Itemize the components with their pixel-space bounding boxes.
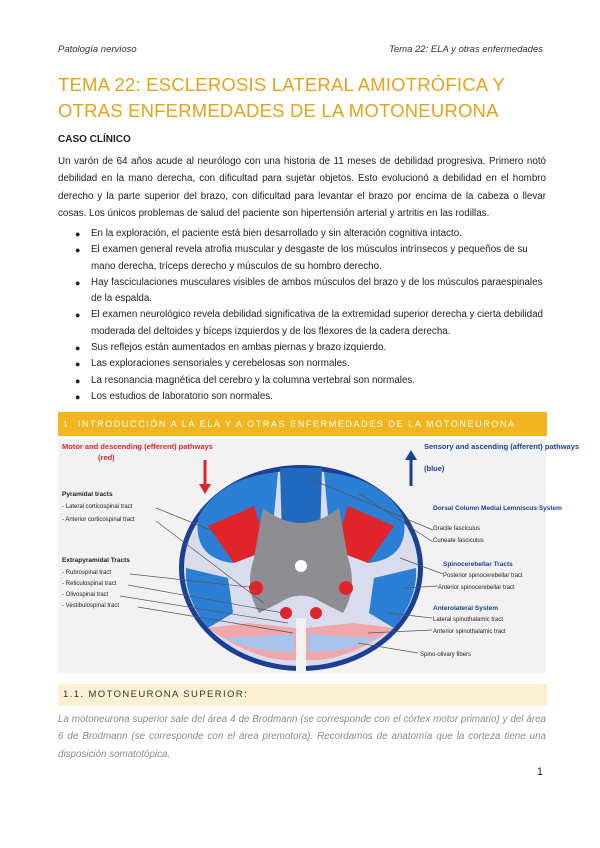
page-number: 1 xyxy=(536,766,543,778)
extrapyramidal-item: - Rubrospinal tract xyxy=(62,570,112,576)
pyramidal-item: - Anterior corticospinal tract xyxy=(62,517,135,523)
motor-pathways-red: (red) xyxy=(98,453,115,462)
spinocerebellar-item: Anterior spinocerebellar tract xyxy=(438,585,515,591)
motor-pathways-title: Motor and descending (efferent) pathways xyxy=(62,442,213,451)
dorsal-column-item: Cuneate fasciculus xyxy=(433,538,484,544)
list-item xyxy=(58,226,548,242)
intro-paragraph: Un varón de 64 años acude al neurólogo con una historia de 11 meses de debilidad progresiva. Primero notó debilidad en la mano derecha, con dificultad para sujetar objetos. Esto evolucionó a debilidad en el hombro derecho y la parte superior del brazo, con dificultad para levantar el brazo por encima de la cabeza o llevar cosas. Los únicos problemas de salud del paciente son hipertensión arterial y artritis en las rodillas. xyxy=(58,156,546,219)
list-item xyxy=(58,275,548,308)
spinocerebellar-heading: Spinocerebellar Tracts xyxy=(443,561,513,568)
bullet-icon: ● xyxy=(75,359,81,370)
list-item-text: La resonancia magnética del cerebro y la columna vertebral son normales. xyxy=(91,374,416,386)
dorsal-column-heading: Dorsal Column Medial Lemniscus System xyxy=(433,505,562,512)
reticulospinal-right xyxy=(310,607,322,619)
list-item-text: Hay fasciculaciones musculares visibles de ambos músculos del brazo y de los músculos paraespinales de la espalda. xyxy=(91,276,543,305)
extrapyramidal-heading: Extrapyramidal Tracts xyxy=(62,557,130,564)
bullet-icon: ● xyxy=(75,245,81,256)
bullet-icon: ● xyxy=(75,229,81,239)
extrapyramidal-item: - Olivospinal tract xyxy=(62,592,109,598)
section-heading-1-1: 1.1. MOTONEURONA SUPERIOR: xyxy=(58,684,547,706)
bullet-icon: ● xyxy=(75,391,81,402)
running-header-right: Tema 22: ELA y otras enfermedades xyxy=(388,44,543,55)
extrapyramidal-item: - Reticulospinal tract xyxy=(62,581,117,587)
dorsal-column-item: Gracile fasciculus xyxy=(433,526,481,532)
extrapyramidal-item: - Vestibulospinal tract xyxy=(62,603,120,609)
list-item xyxy=(58,389,548,405)
body-paragraph: La motoneurona superior sale del área 4 de Brodmann (se corresponde con el córtex motor primario) y del área 6 de Brodmann (se corresponde con el área premotora). Recordamos de anatomía que la corteza tiene una disposición somatotópica. xyxy=(58,714,546,760)
list-item xyxy=(58,242,548,275)
ventral-fissure xyxy=(296,618,306,673)
spinal-cord-figure xyxy=(58,438,580,673)
anterolateral-item: Lateral spinothalamic tract xyxy=(433,617,504,623)
list-item-text: En la exploración, el paciente está bien desarrollado y sin alteración cognitiva intacto. xyxy=(91,228,462,239)
bullet-list xyxy=(58,226,548,405)
list-item-text: El examen general revela atrofia muscular y desgaste de los músculos intrínsecos y pequeños de su mano derecha, tríceps derecho y músculos de su hombro derecho. xyxy=(91,244,528,272)
pyramidal-item: - Lateral corticospinal tract xyxy=(62,504,133,510)
spino-olivary-label: Spino-olivary fibers xyxy=(420,652,472,658)
central-canal xyxy=(295,560,307,572)
page-title: TEMA 22: ESCLEROSIS LATERAL AMIOTRÓFICA Y OTRAS ENFERMEDADES DE LA MOTONEURONA xyxy=(58,74,505,121)
case-heading: CASO CLÍNICO xyxy=(58,134,131,145)
spinocerebellar-item: Posterior spinocerebellar tract xyxy=(443,573,523,579)
bullet-icon: ● xyxy=(75,375,81,386)
running-header-left: Patología nervioso xyxy=(58,44,137,55)
sensory-pathways-title: Sensory and ascending (afferent) pathways xyxy=(424,442,580,451)
list-item xyxy=(58,340,548,356)
sensory-pathways-blue: (blue) xyxy=(424,464,445,473)
up-arrow-icon xyxy=(405,450,417,486)
bullet-icon: ● xyxy=(75,310,81,321)
list-item-text: Las exploraciones sensoriales y cerebelosas son normales. xyxy=(91,358,350,370)
list-item-text: Los estudios de laboratorio son normales. xyxy=(91,390,273,402)
anterolateral-heading: Anterolateral System xyxy=(433,605,499,612)
list-item-text: Sus reflejos están aumentados en ambas piernas y brazo izquierdo. xyxy=(91,342,387,354)
list-item xyxy=(58,356,548,372)
down-arrow-icon xyxy=(199,460,211,494)
bullet-icon: ● xyxy=(75,343,81,354)
list-item-text: El examen neurológico revela debilidad significativa de la extremidad superior derecha y cierta debilidad moderada del deltoides y bíceps izquierdos y de los flexores de la cadera derecha. xyxy=(91,309,544,337)
spinal-cord-diagram xyxy=(58,438,580,673)
list-item xyxy=(58,307,548,340)
bullet-icon: ● xyxy=(75,277,81,288)
anterolateral-item: Anterior spinothalamic tract xyxy=(433,629,506,635)
rubrospinal-right xyxy=(339,581,353,595)
pyramidal-heading: Pyramidal tracts xyxy=(62,491,113,498)
section-heading-1: 1. INTRODUCCIÓN A LA ELA Y A OTRAS ENFERMEDADES DE LA MOTONEURONA xyxy=(58,412,547,436)
list-item xyxy=(58,373,548,389)
